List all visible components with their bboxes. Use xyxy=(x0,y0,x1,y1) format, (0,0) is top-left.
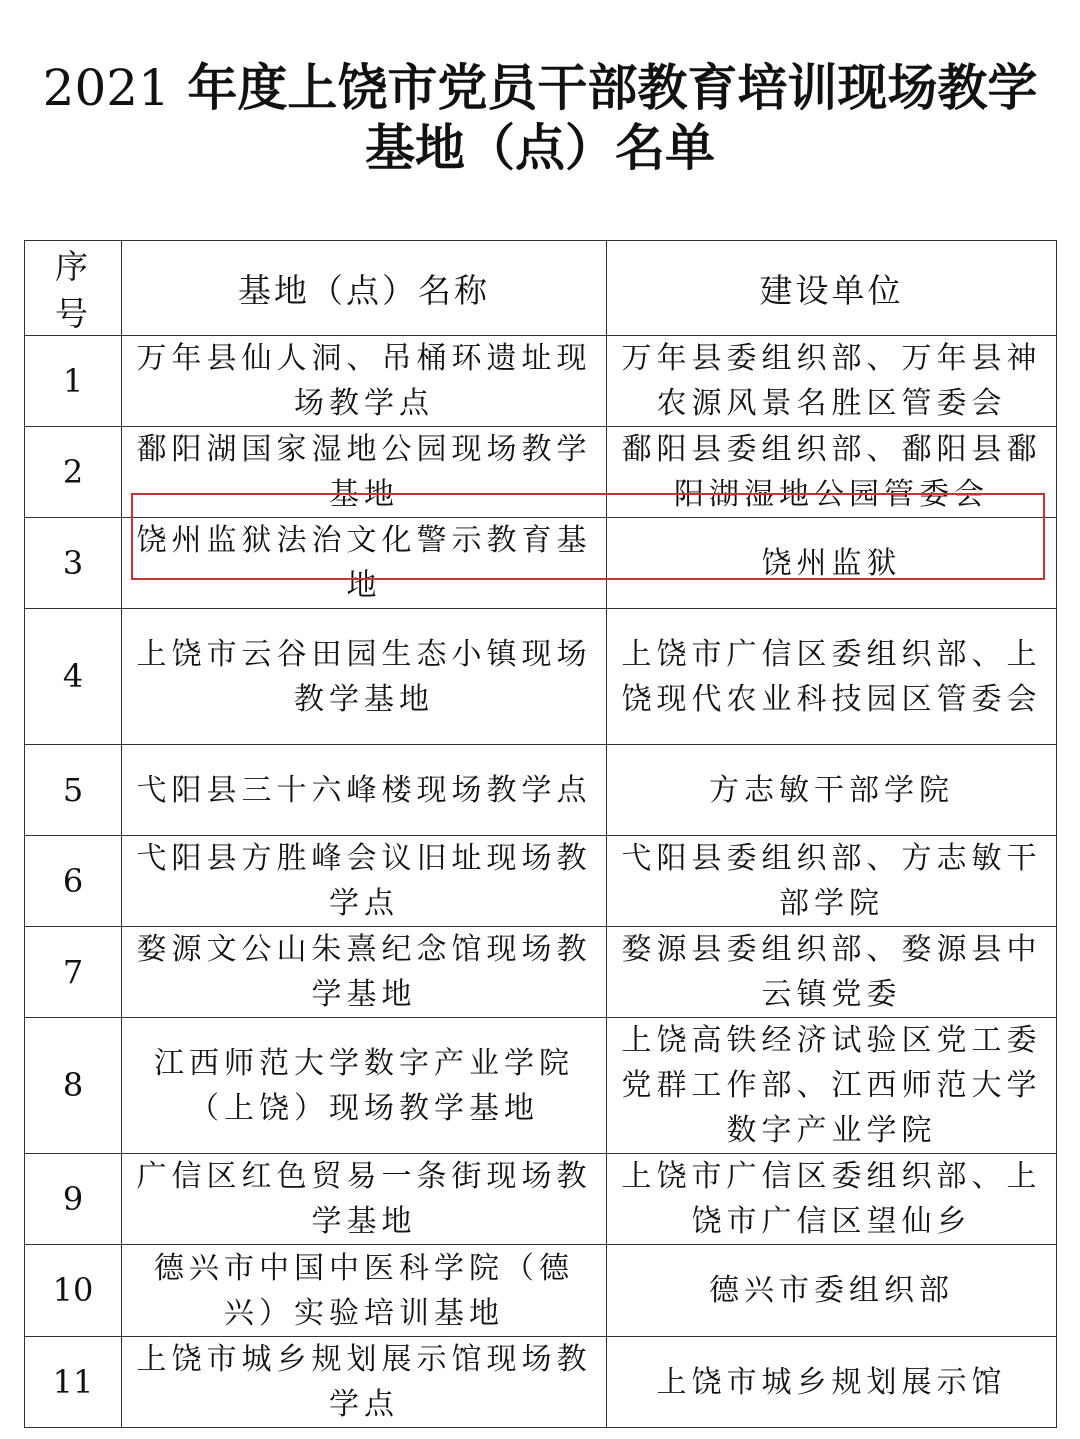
table-header-row xyxy=(25,241,1057,336)
table-row xyxy=(25,427,1057,518)
row-unit: 上饶市广信区委组织部、上饶现代农业科技园区管委会 xyxy=(607,609,1057,745)
row-number: 8 xyxy=(25,1018,122,1154)
row-number: 6 xyxy=(25,836,122,927)
table-row xyxy=(25,1018,1057,1154)
row-number: 4 xyxy=(25,609,122,745)
row-unit: 上饶高铁经济试验区党工委党群工作部、江西师范大学数字产业学院 xyxy=(607,1018,1057,1154)
row-number: 9 xyxy=(25,1154,122,1245)
row-number: 7 xyxy=(25,927,122,1018)
row-base-name: 广信区红色贸易一条街现场教学基地 xyxy=(122,1154,607,1245)
row-base-name: 弋阳县三十六峰楼现场教学点 xyxy=(122,745,607,836)
row-unit: 婺源县委组织部、婺源县中云镇党委 xyxy=(607,927,1057,1018)
row-base-name: 婺源文公山朱熹纪念馆现场教学基地 xyxy=(122,927,607,1018)
row-unit: 饶州监狱 xyxy=(607,518,1057,609)
header-number: 序号 xyxy=(25,241,122,336)
row-base-name: 鄱阳湖国家湿地公园现场教学基地 xyxy=(122,427,607,518)
table-row xyxy=(25,927,1057,1018)
row-number: 2 xyxy=(25,427,122,518)
header-unit: 建设单位 xyxy=(607,241,1057,336)
table-row xyxy=(25,836,1057,927)
row-number: 3 xyxy=(25,518,122,609)
table-row xyxy=(25,1245,1057,1337)
table-row xyxy=(25,1154,1057,1245)
header-base-name: 基地（点）名称 xyxy=(122,241,607,336)
base-list-table xyxy=(24,240,1057,1428)
document-title-line1 xyxy=(0,58,1080,118)
row-number: 1 xyxy=(25,336,122,427)
title-text: 年度上饶市党员干部教育培训现场教学 xyxy=(187,59,1038,117)
row-unit: 鄱阳县委组织部、鄱阳县鄱阳湖湿地公园管委会 xyxy=(607,427,1057,518)
row-base-name: 弋阳县方胜峰会议旧址现场教学点 xyxy=(122,836,607,927)
row-base-name: 万年县仙人洞、吊桶环遗址现场教学点 xyxy=(122,336,607,427)
table-row xyxy=(25,745,1057,836)
row-unit: 方志敏干部学院 xyxy=(607,745,1057,836)
row-base-name: 江西师范大学数字产业学院（上饶）现场教学基地 xyxy=(122,1018,607,1154)
row-number: 5 xyxy=(25,745,122,836)
table-row xyxy=(25,518,1057,609)
row-unit: 德兴市委组织部 xyxy=(607,1245,1057,1337)
document-title-line2: 基地（点）名单 xyxy=(365,119,715,177)
row-unit: 上饶市广信区委组织部、上饶市广信区望仙乡 xyxy=(607,1154,1057,1245)
row-base-name: 上饶市云谷田园生态小镇现场教学基地 xyxy=(122,609,607,745)
table-row xyxy=(25,336,1057,427)
row-unit: 万年县委组织部、万年县神农源风景名胜区管委会 xyxy=(607,336,1057,427)
row-base-name: 上饶市城乡规划展示馆现场教学点 xyxy=(122,1337,607,1428)
table-row xyxy=(25,1337,1057,1428)
row-unit: 弋阳县委组织部、方志敏干部学院 xyxy=(607,836,1057,927)
row-unit: 上饶市城乡规划展示馆 xyxy=(607,1337,1057,1428)
row-number: 11 xyxy=(25,1337,122,1428)
row-base-name: 德兴市中国中医科学院（德兴）实验培训基地 xyxy=(122,1245,607,1337)
row-base-name: 饶州监狱法治文化警示教育基地 xyxy=(122,518,607,609)
title-year: 2021 xyxy=(42,59,170,117)
row-number: 10 xyxy=(25,1245,122,1337)
table-row xyxy=(25,609,1057,745)
